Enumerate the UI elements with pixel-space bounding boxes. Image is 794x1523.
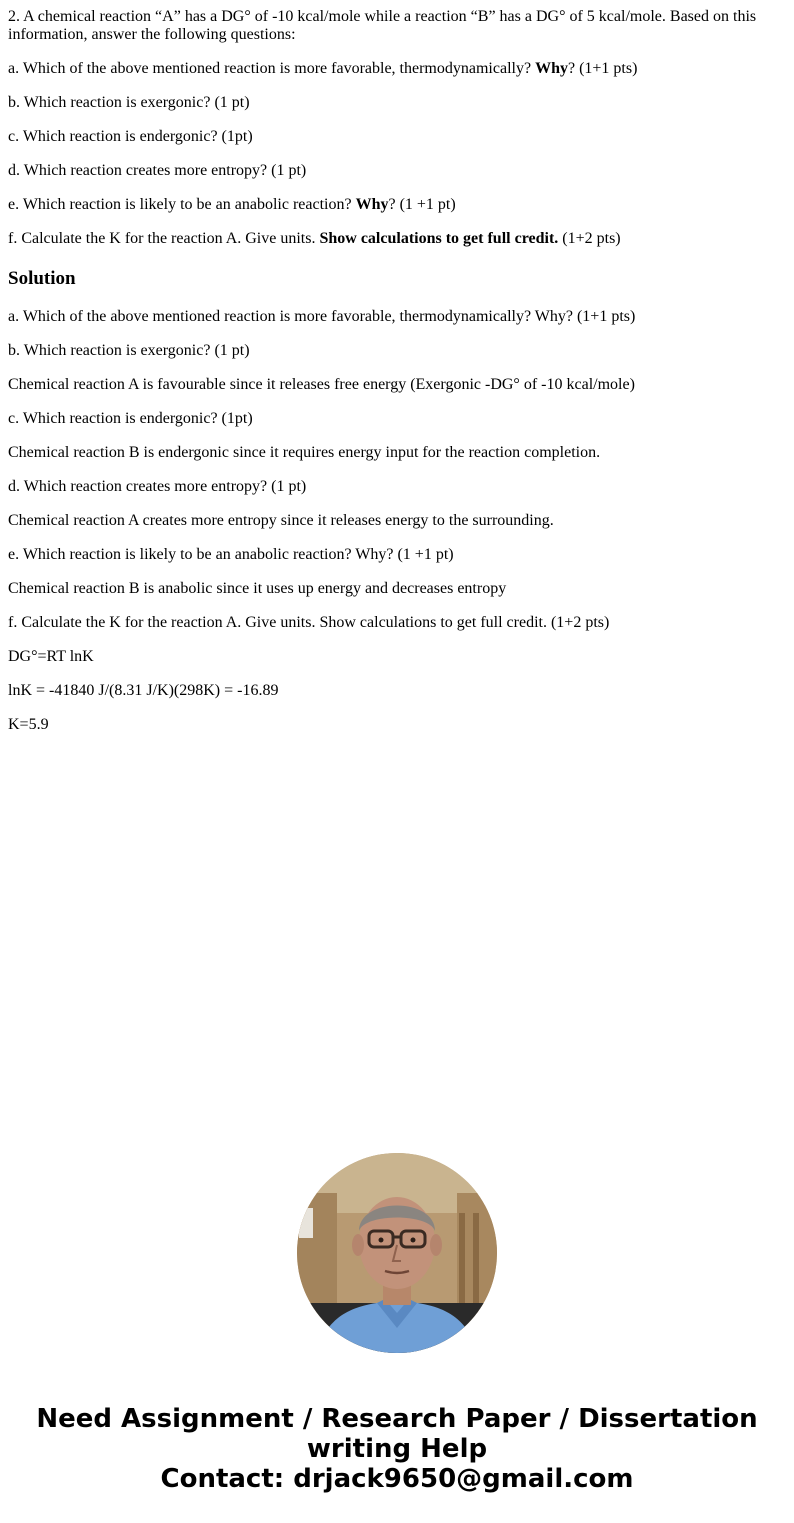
solution-line: K=5.9 bbox=[8, 716, 49, 733]
solution-line: DG°=RT lnK bbox=[8, 648, 94, 665]
solution-heading: Solution bbox=[8, 268, 76, 289]
promo-line: writing Help bbox=[306, 1434, 488, 1464]
question-f bbox=[8, 230, 786, 248]
solution-line: b. Which reaction is exergonic? (1 pt) bbox=[8, 342, 250, 359]
question-f-text: f. Calculate the K for the reaction A. Give units. bbox=[8, 230, 320, 247]
solution-line: d. Which reaction creates more entropy? (1 pt) bbox=[8, 478, 307, 495]
question-e-text: e. Which reaction is likely to be an anabolic reaction? bbox=[8, 196, 356, 213]
avatar bbox=[297, 1153, 497, 1353]
question-c: c. Which reaction is endergonic? (1pt) bbox=[8, 128, 253, 145]
solution-line: Chemical reaction B is endergonic since it requires energy input for the reaction completion. bbox=[8, 444, 601, 461]
question-a-points: ? (1+1 pts) bbox=[567, 60, 638, 77]
solution-line: e. Which reaction is likely to be an anabolic reaction? Why? (1 +1 pt) bbox=[8, 546, 454, 563]
solution-line: f. Calculate the K for the reaction A. Give units. Show calculations to get full credit. (1+2 pts) bbox=[8, 614, 610, 631]
solution-line: Chemical reaction A creates more entropy since it releases energy to the surrounding. bbox=[8, 512, 554, 529]
solution-line: lnK = -41840 J/(8.31 J/K)(298K) = -16.89 bbox=[8, 682, 279, 699]
solution-line: a. Which of the above mentioned reaction is more favorable, thermodynamically? Why? (1+1 pts) bbox=[8, 308, 636, 325]
question-intro: 2. A chemical reaction “A” has a DG° of -10 kcal/mole while a reaction “B” has a DG° of 5 kcal/mole. Based on this information, answer the following questions: bbox=[8, 8, 757, 43]
question-e-points: ? (1 +1 pt) bbox=[388, 196, 456, 213]
question-e bbox=[8, 196, 786, 214]
solution-line: Chemical reaction B is anabolic since it uses up energy and decreases entropy bbox=[8, 580, 507, 597]
question-a bbox=[8, 60, 786, 78]
promo-line: Need Assignment / Research Paper / Dissertation bbox=[36, 1404, 758, 1434]
promo-contact: Contact: drjack9650@gmail.com bbox=[160, 1464, 634, 1494]
question-a-emphasis: Why bbox=[535, 60, 568, 77]
solution-line: Chemical reaction A is favourable since it releases free energy (Exergonic -DG° of -10 kcal/mole) bbox=[8, 376, 635, 393]
promo-banner bbox=[0, 1404, 794, 1494]
question-d: d. Which reaction creates more entropy? (1 pt) bbox=[8, 162, 307, 179]
question-e-emphasis: Why bbox=[355, 196, 389, 213]
document-body bbox=[0, 0, 794, 734]
question-f-points: (1+2 pts) bbox=[558, 230, 621, 247]
question-a-text: a. Which of the above mentioned reaction is more favorable, thermodynamically? bbox=[8, 60, 536, 77]
question-f-emphasis: Show calculations to get full credit. bbox=[319, 230, 559, 247]
person-photo-icon bbox=[297, 1153, 497, 1353]
question-b: b. Which reaction is exergonic? (1 pt) bbox=[8, 94, 250, 111]
solution-line: c. Which reaction is endergonic? (1pt) bbox=[8, 410, 253, 427]
